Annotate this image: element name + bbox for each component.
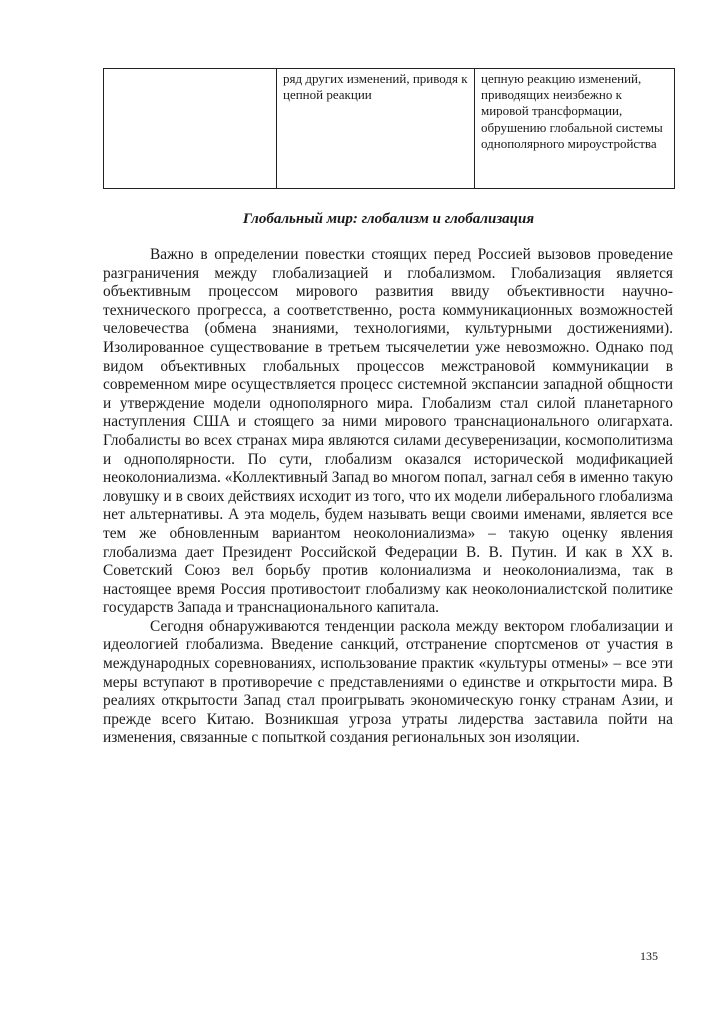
table-cell-3: цепную реакцию изменений, приводящих неизбежно к мировой трансформации, обрушению глобальной системы однополярного мироустройства <box>475 69 675 189</box>
page-number: 135 <box>640 949 658 963</box>
table-row <box>104 69 675 189</box>
table-fragment <box>103 68 675 189</box>
paragraph: Важно в определении повестки стоящих перед Россией вызовов проведение разграничения между глобализацией и глобализмом. Глобализация является объективным процессом мирового развития ввиду объективности научно-технического прогресса, а соответственно, роста коммуникационных возможностей человечества (обмена знаниями, технологиями, культурными достижениями). Изолированное существование в третьем тысячелетии уже невозможно. Однако под видом объективных глобальных процессов межстрановой коммуникации в современном мире осуществляется процесс системной экспансии западной общности и утверждение модели однополярного мира. Глобализм стал силой планетарного наступления США и стоящего за ними мирового транснационального олигархата. Глобалисты во всех странах мира являются силами десуверенизации, космополитизма и однополярности. По сути, глобализм оказался исторической модификацией неоколониализма. «Коллективный Запад во многом попал, загнал себя в именно такую ловушку и в своих действиях исходит из того, что их модели либерального глобализма нет альтернативы. А эта модель, будем называть вещи своими именами, является все тем же обновленным вариантом неоколониализма» – такую оценку явления глобализма дает Президент Российской Федерации В. В. Путин. И как в XX в. Советский Союз вел борьбу против колониализма и неоколониализма, так в настоящее время Россия противостоит глобализму как неоколониалистской политике государств Запада и транснационального капитала. <box>103 246 673 617</box>
paragraph: Сегодня обнаруживаются тенденции раскола между вектором глобализации и идеологией глобализма. Введение санкций, отстранение спортсменов от участия в международных соревнованиях, использование практик «культуры отмены» – все эти меры вступают в противоречие с представлениями о единстве и открытости мира. В реалиях открытости Запад стал проигрывать экономическую гонку странам Азии, и прежде всего Китаю. Возникшая угроза утраты лидерства заставила пойти на изменения, связанные с попыткой создания региональных зон изоляции. <box>103 617 673 747</box>
table-cell-1 <box>104 69 277 189</box>
table-cell-2: ряд других изменений, приводя к цепной реакции <box>277 69 475 189</box>
section-heading: Глобальный мир: глобализм и глобализация <box>242 211 535 227</box>
body-text <box>103 246 673 748</box>
